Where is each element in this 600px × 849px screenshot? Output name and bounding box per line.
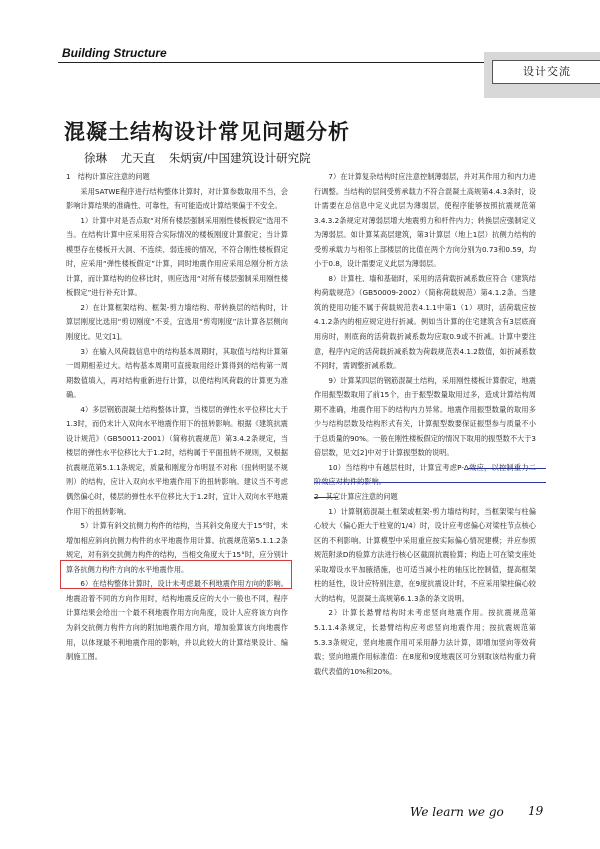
author-name: 徐琳 xyxy=(84,151,107,165)
author-name: 尤天直 xyxy=(120,151,156,165)
paragraph: 采用SATWE程序进行结构整体计算时，对计算参数取用不当，会影响计算结果的准确性、可靠性，有可能造成计算结果偏于不安全。 xyxy=(66,186,288,211)
underline-mark xyxy=(314,482,546,483)
article-title: 混凝土结构设计常见问题分析 xyxy=(64,120,350,144)
paragraph: 1）计算钢筋混凝土框架或框架-剪力墙结构时，当框架梁与柱偏心较大（偏心距大于柱宽的1/4）时，设计应考虑偏心对梁柱节点核心区的不利影响。计算模型中采用重应按实际偏心情况建模；并应参照规范附录D的验算方法进行核心区截面抗震验算；构造上可在梁支座处采取增设水平加腋措施，也可适当减小柱的轴压比控制值，提高框架柱的延性，设计应特别注意，在9度抗震设计时，不应采用梁柱偏心较大的结构，见混凝土高规第6.1.3条的条文说明。 xyxy=(314,506,536,603)
highlight-box xyxy=(60,560,292,589)
paragraph: 3）在输入风荷载信息中的结构基本周期时，其取值与结构计算第一周期相差过大。结构基本周期可直接取用经计算得到的结构第一周期数值填入，再对结构重新进行计算，以使结构风荷载的计算更为准确。 xyxy=(66,346,288,400)
underline-mark xyxy=(314,497,338,498)
underline-mark xyxy=(468,468,546,469)
page-number: 19 xyxy=(528,804,544,818)
author-name: 朱炳寅/中国建筑设计研究院 xyxy=(168,151,311,165)
paragraph: 2）在计算框架结构、框架-剪力墙结构、带转换层的结构时，计算层刚度比选用“剪切刚度”不妥，宜选用“剪弯刚度”法计算各层侧向刚度比。见文[1]。 xyxy=(66,302,288,342)
paragraph: 8）计算柱、墙和基础时，采用的活荷载折减系数应符合《建筑结构荷载规范》（GB50009-2002）（简称荷载规范）第4.1.2条。当建筑的使用功能不属于荷载规范表4.1.1中第1（1）项时，活荷载应按4.1.2条内的相应规定进行折减。例如当计算的住宅建筑含有3层底商用房时，则底商的活荷载折减系数均应取0.9或不折减。计算中要注意，程序内定的活荷载折减系数为荷载规范表4.1.2数值，如折减系数不同时，需调整折减系数。 xyxy=(314,273,536,371)
author-line xyxy=(84,150,321,166)
paragraph: 5）计算有斜交抗侧力构件的结构，当其斜交角度大于15°时，未增加相应斜向抗侧力构件的水平地震作用计算。抗震规范第5.1.1.2条规定，对有斜交抗侧力构件的结构，当相交角度大于15°时，应分别计算各抗侧力构件方向的水平地震作用。 xyxy=(66,521,288,574)
left-column xyxy=(66,170,288,665)
paragraph: 9）计算某四层的钢筋混凝土结构，采用刚性楼板计算假定，地震作用振型数取用了前15个，由于振型数量取用过多，造成计算结构周期不准确，地震作用下的结构内力异常。地震作用振型数量的取用多少与结构层数及结构形式有关，计算振型数要保证振型参与质量不小于总质量的90%。一般在刚性楼板假定的情况下取用的振型数不大于3倍层数，见文[2]中对于计算振型数的说明。 xyxy=(314,375,536,458)
right-column xyxy=(314,170,536,679)
footer-motto: We learn we go xyxy=(410,805,504,819)
paragraph: 7）在计算复杂结构时应注意控制薄弱层，并对其作用力和内力进行调整。当结构的层间受剪承载力不符合混凝土高规第4.4.3条时，设计需要在总信息中定义此层为薄弱层，使程序能够按照抗震规范第3.4.3.2条规定对薄弱层增大地震剪力和杆件内力；转换层应强制定义为薄弱层。如计算某高层建筑，第3计算层（地上1层）抗侧力结构的受剪承载力与相邻上部楼层的比值在两个方向分别为0.73和0.59，均小于0.8，设计需要定义此层为薄弱层。 xyxy=(314,172,536,269)
journal-name: Building Structure xyxy=(62,46,167,60)
section-heading: 1 结构计算应注意的问题 xyxy=(66,172,150,181)
section-label: 设计交流 xyxy=(492,60,600,84)
paragraph: 10）当结构中有越层柱时，计算宜考虑P-Δ效应，以控制重力二阶效应对构件的影响。 xyxy=(314,462,536,487)
paragraph: 1）计算中对是否点取“对所有楼层强制采用刚性楼板假定”选用不当。在结构计算中应采用符合实际情况的楼板刚度计算假定；当计算模型存在楼板开大洞、不连续、弱连接的情况，不符合刚性楼板假定时，应采用“弹性楼板假定”计算，同时地震作用应采用总刚分析方法计算，而计算结构的位移比时，则应选用“对所有楼层强制采用刚性楼板假定”进行补充计算。 xyxy=(66,215,288,298)
section-heading: 2 其它计算应注意的问题 xyxy=(314,492,398,502)
paragraph: 6）在结构整体计算时，设计未考虑最不利地震作用方向的影响。地震沿着不同的方向作用时，结构地震反应的大小一般也不同，程序计算结果会给出一个最不利地震作用方向角度，设计人应将该方向作为斜交抗侧力构件方向的附加地震作用方向，增加验算该方向地震作用，以体现最不利地震作用的影响，并以此较大的计算结果设计、编制施工图。 xyxy=(66,579,288,662)
paragraph: 4）多层钢筋混凝土结构整体计算，当楼层的弹性水平位移比大于1.3时，而仍未计入双向水平地震作用下的扭转影响。根据《建筑抗震设计规范》（GB50011-2001）（简称抗震规范）第3.4.2条规定，当楼层的弹性水平位移比大于1.2时，结构属于平面扭转不规则，又根据抗震规范第5.1.1条规定，质量和刚度分布明显不对称（扭转明显不规则）的结构，应计入双向水平地震作用下的扭转影响。建议当不考虑偶然偏心时，楼层的弹性水平位移比大于1.2时，宜计入双向水平地震作用下的扭转影响。 xyxy=(66,404,288,516)
header-rule xyxy=(58,62,484,63)
paragraph: 2）计算长悬臂结构时未考虑竖向地震作用。按抗震规范第5.1.1.4条规定，长悬臂结构应考虑竖向地震作用；按抗震规范第5.3.3条规定，竖向地震作用可采用静力法计算，即增加竖向等效荷载；竖向地震作用标准值：在8度和9度地震区可分别取该结构重力荷载代表值的10%和20%。 xyxy=(314,608,536,676)
